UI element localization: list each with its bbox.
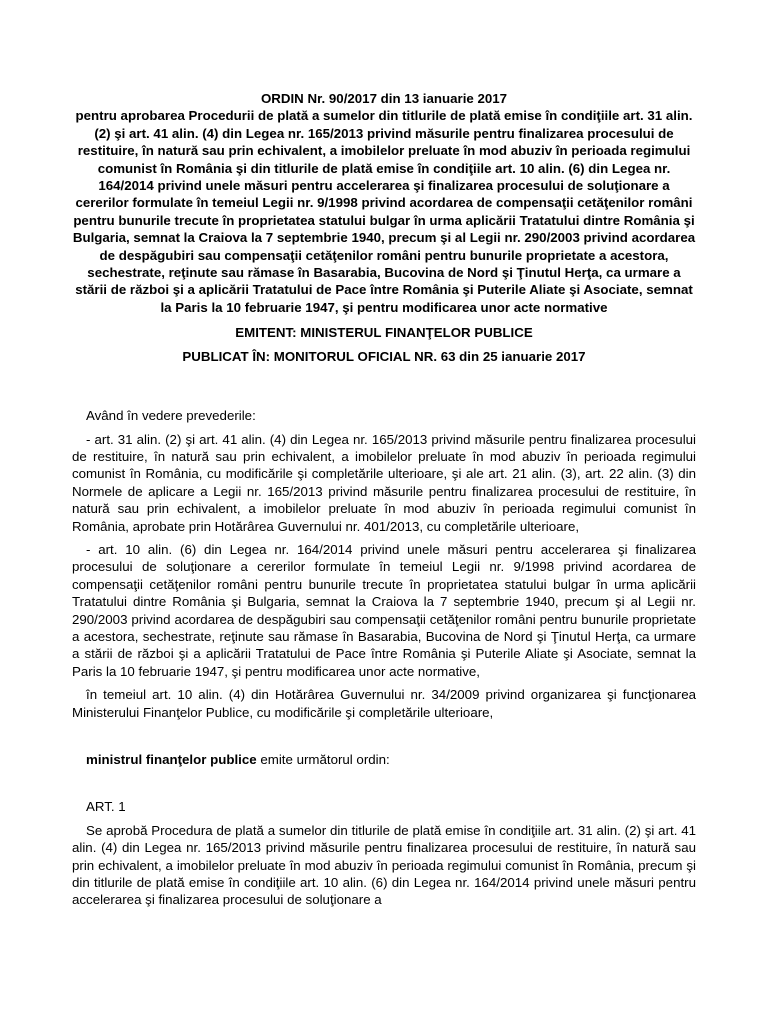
provision-paragraph-1: - art. 31 alin. (2) şi art. 41 alin. (4) din Legea nr. 165/2013 privind măsurile pentru finalizarea procesului de restituire, în natură sau prin echivalent, a imobilelor preluate în mod abuziv în perioada regimului comunist în România, cu modificările şi completările ulterioare, şi ale art. 21 alin. (3), art. 22 alin. (3) din Normele de aplicare a Legii nr. 165/2013 privind măsurile pentru finalizarea procesului de restituire, în natură sau prin echivalent, a imobilelor preluate în mod abuziv în perioada regimului comunist în România, aprobate prin Hotărârea Guvernului nr. 401/2013, cu completările ulterioare,: [72, 431, 696, 534]
minister-statement-rest: emite următorul ordin:: [256, 752, 390, 767]
article-1-text: Se aprobă Procedura de plată a sumelor din titlurile de plată emise în condiţiile art. 31 alin. (2) şi art. 41 alin. (4) din Legea nr. 165/2013 privind măsurile pentru finalizarea procesului de restituire, în natură sau prin echivalent, a imobilelor preluate în mod abuziv în perioada regimului comunist în România, precum şi din titlurile de plată emise în condiţiile art. 10 alin. (6) din Legea nr. 164/2014 privind unele măsuri pentru accelerarea şi finalizarea procesului de soluţionare a: [72, 822, 696, 908]
publication-line: PUBLICAT ÎN: MONITORUL OFICIAL NR. 63 din 25 ianuarie 2017: [182, 348, 586, 364]
issuer-line: EMITENT: MINISTERUL FINANŢELOR PUBLICE: [235, 325, 533, 341]
order-title: ORDIN Nr. 90/2017 din 13 ianuarie 2017: [260, 91, 508, 106]
minister-statement: [72, 751, 696, 768]
legal-basis-paragraph: în temeiul art. 10 alin. (4) din Hotărârea Guvernului nr. 34/2009 privind organizarea şi funcţionarea Ministerului Finanţelor Publice, cu modificările şi completările ulterioare,: [72, 687, 696, 720]
article-1-heading: ART. 1: [86, 799, 126, 815]
intro-text: Având în vedere prevederile:: [86, 408, 256, 424]
document-header: [72, 90, 696, 316]
provision-paragraph-2: - art. 10 alin. (6) din Legea nr. 164/2014 privind unele măsuri pentru accelerarea şi finalizarea procesului de soluţionare a cererilor formulate în temeiul Legii nr. 9/1998 privind acordarea de compensaţii cetăţenilor români pentru bunurile trecute în proprietatea statului bulgar în urma aplicării Tratatului dintre România şi Bulgaria, semnat la Craiova la 7 septembrie 1940, precum şi al Legii nr. 290/2003 privind acordarea de despăgubiri sau compensaţii cetăţenilor români pentru bunurile proprietate a acestora, sechestrate, reţinute sau rămase în Basarabia, Bucovina de Nord şi Ţinutul Herţa, ca urmare a stării de război şi a aplicării Tratatului de Pace între România şi Puterile Aliate şi Asociate, semnat la Paris la 10 februarie 1947, şi pentru modificarea unor acte normative,: [72, 541, 696, 679]
order-subtitle: pentru aprobarea Procedurii de plată a sumelor din titlurile de plată emise în condiţiile art. 31 alin. (2) şi art. 41 alin. (4) din Legea nr. 165/2013 privind măsurile pentru finalizarea procesului de restituire, în natură sau prin echivalent, a imobilelor preluate în mod abuziv în perioada regimului comunist în România şi din titlurile de plată emise în condiţiile art. 10 alin. (6) din Legea nr. 164/2014 privind unele măsuri pentru accelerarea şi finalizarea procesului de soluţionare a cererilor formulate în temeiul Legii nr. 9/1998 privind acordarea de compensaţii cetăţenilor români pentru bunurile trecute în proprietatea statului bulgar în urma aplicării Tratatului dintre România şi Bulgaria, semnat la Craiova la 7 septembrie 1940, precum şi al Legii nr. 290/2003 privind acordarea de despăgubiri sau compensaţii cetăţenilor români pentru bunurile proprietate a acestora, sechestrate, reţinute sau rămase în Basarabia, Bucovina de Nord şi Ţinutul Herţa, ca urmare a stării de război şi a aplicării Tratatului de Pace între România şi Puterile Aliate şi Asociate, semnat la Paris la 10 februarie 1947, şi pentru modificarea unor acte normative: [72, 108, 696, 315]
minister-title: ministrul finanţelor publice: [86, 752, 257, 767]
